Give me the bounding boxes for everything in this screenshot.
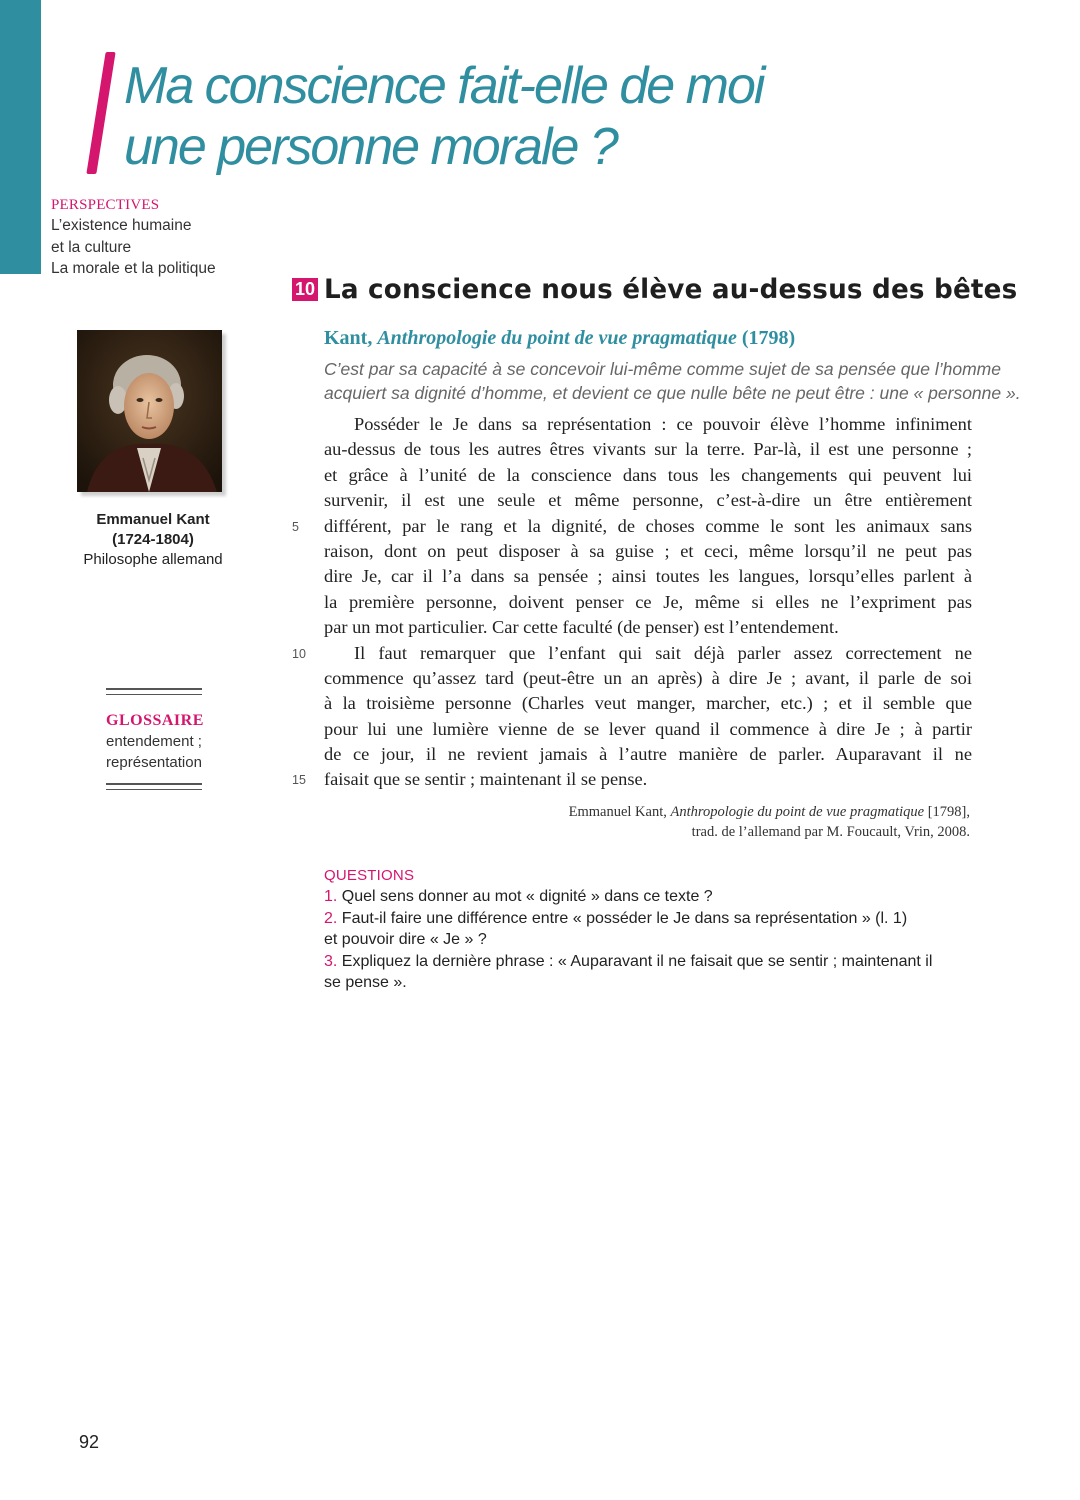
question-text: Quel sens donner au mot « dignité » dans ce texte ? (341, 888, 713, 905)
document-text (292, 412, 972, 793)
author-role: Philosophe allemand (83, 551, 223, 568)
author-caption (58, 510, 248, 570)
question-item (324, 951, 974, 973)
teal-side-bar (0, 0, 41, 274)
document-source (324, 326, 795, 350)
question-text: Faut-il faire une différence entre « posséder le Je dans sa représentation » (l. 1) (341, 909, 908, 927)
page-number: 92 (79, 1432, 100, 1452)
questions-box (324, 866, 974, 994)
question-number: 3. (324, 952, 338, 970)
text-line: de ce jour, il ne revient jamais à l’autre manière de parler. Auparavant il ne (324, 744, 972, 765)
line-number: 10 (292, 646, 306, 661)
text-line: à la troisième personne (Charles veut manger, marcher, etc.) ; et il semble que (324, 693, 972, 714)
source-work: Anthropologie du point de vue pragmatique (377, 327, 737, 349)
glossary-term-link[interactable]: représentation (106, 754, 202, 771)
questions-label: QUESTIONS (324, 867, 415, 884)
text-line: la première personne, doivent penser ce Je, même si elles ne l’expriment pas (324, 591, 972, 612)
text-line: raison, dont on peut disposer à sa guise ; et ceci, même lorsqu’il ne peut pas (324, 540, 972, 561)
citation-line-2: trad. de l’allemand par M. Foucault, Vrin, 2008. (691, 824, 970, 840)
perspectives-item: et la culture (51, 238, 132, 256)
document-number-badge: 10 (292, 278, 318, 301)
question-number: 2. (324, 909, 338, 927)
question-number: 1. (324, 888, 338, 905)
perspectives-item: L’existence humaine (51, 217, 192, 234)
page-title-line-1: Ma conscience fait-elle de moi (124, 57, 764, 115)
text-line: survenir, il est une seule et même personne, c’est-à-dire un être entièrement (324, 490, 972, 511)
question-item (324, 886, 974, 908)
perspectives-item: La morale et la politique (51, 260, 216, 277)
document-title: La conscience nous élève au-dessus des bêtes (324, 274, 1018, 305)
text-line: et grâce à l’unité de la conscience dans tous les changements qui peuvent lui (324, 464, 972, 485)
source-year: (1798) (741, 327, 796, 349)
intro-line: acquiert sa dignité d’homme, et devient ce que nulle bête ne peut être : une « personne ». (324, 383, 1021, 403)
text-line: au-dessus de tous les autres êtres vivants sur la terre. Par-là, il est une personne ; (324, 439, 972, 460)
text-line: 5 différent, par le rang et la dignité, de choses comme le sont les animaux sans (324, 514, 972, 539)
intro-line: C’est par sa capacité à se concevoir lui-même comme sujet de sa pensée que l’homme (324, 359, 1001, 379)
source-author: Kant, (324, 327, 373, 349)
document-intro (324, 357, 1021, 405)
glossary-box (106, 688, 202, 790)
citation-year: [1798], (927, 804, 970, 820)
citation-author: Emmanuel Kant, (568, 804, 667, 820)
page-title (124, 56, 824, 178)
perspectives-box (51, 195, 251, 280)
glossary-bottom-rule (106, 783, 202, 790)
author-dates: (1724-1804) (112, 531, 194, 548)
text-line: 10 Il faut remarquer que l’enfant qui sait déjà parler assez correctement ne (324, 641, 972, 666)
question-item (324, 908, 974, 930)
author-name: Emmanuel Kant (96, 511, 210, 528)
question-text: Expliquez la dernière phrase : « Auparavant il ne faisait que se sentir ; maintenant il (341, 952, 933, 970)
line-number: 5 (292, 519, 299, 534)
question-continuation: et pouvoir dire « Je » ? (324, 931, 487, 948)
perspectives-label: PERSPECTIVES (51, 197, 160, 213)
line-number: 15 (292, 773, 306, 788)
text-line: pour lui une lumière vienne de se lever quand il commence à dire Je ; à partir (324, 718, 972, 739)
page-title-line-2: une personne morale ? (124, 118, 617, 176)
glossary-term-link[interactable]: entendement ; (106, 733, 202, 750)
citation (430, 802, 970, 842)
text-line: 15 faisait que se sentir ; maintenant il se pense. (324, 767, 972, 792)
title-slash-mark (86, 52, 115, 174)
citation-line-1 (430, 802, 970, 822)
question-continuation: se pense ». (324, 974, 407, 991)
text-line: par un mot particulier. Car cette faculté (de penser) est l’entendement. (324, 617, 839, 638)
text-line: dire Je, car il l’a dans sa pensée ; ainsi toutes les langues, lorsqu’elles parlent à (324, 566, 972, 587)
text-line: commence qu’assez tard (peut-être un an après) à dire Je ; avant, il parle de soi (324, 667, 972, 688)
glossary-title: GLOSSAIRE (106, 712, 204, 729)
kant-portrait-image (77, 330, 222, 492)
text-line: Posséder le Je dans sa représentation : ce pouvoir élève l’homme infiniment (354, 414, 972, 434)
glossary-top-rule (106, 688, 202, 695)
citation-work: Anthropologie du point de vue pragmatique (670, 804, 925, 820)
